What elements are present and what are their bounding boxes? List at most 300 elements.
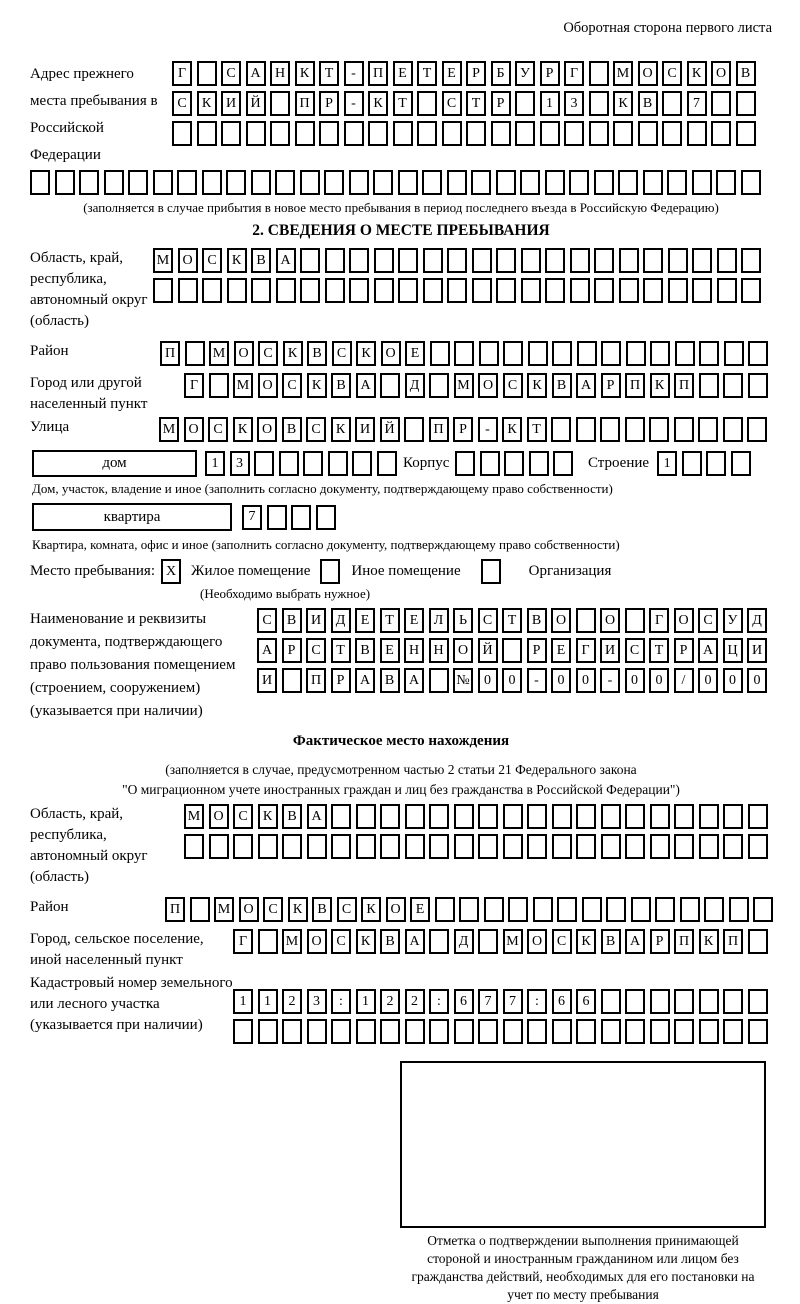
form-cell[interactable] — [662, 121, 682, 146]
form-cell[interactable]: К — [197, 91, 217, 116]
form-cell[interactable] — [508, 897, 528, 922]
form-cell[interactable] — [741, 278, 761, 303]
form-cell[interactable] — [251, 278, 271, 303]
form-cell[interactable] — [687, 121, 707, 146]
form-cell[interactable]: Р — [453, 417, 473, 442]
form-cell[interactable]: 2 — [282, 989, 302, 1014]
form-cell[interactable] — [282, 1019, 302, 1044]
form-cell[interactable] — [638, 121, 658, 146]
form-cell[interactable]: Й — [478, 638, 498, 663]
form-cell[interactable] — [435, 897, 455, 922]
form-cell[interactable]: С — [306, 638, 326, 663]
form-cell[interactable] — [275, 170, 295, 195]
form-cell[interactable]: К — [613, 91, 633, 116]
form-cell[interactable]: П — [306, 668, 326, 693]
form-cell[interactable] — [606, 897, 626, 922]
form-cell[interactable] — [233, 834, 253, 859]
form-cell[interactable]: О — [209, 804, 229, 829]
form-cell[interactable] — [552, 341, 572, 366]
form-cell[interactable]: Г — [576, 638, 596, 663]
form-cell[interactable] — [625, 417, 645, 442]
form-cell[interactable]: Н — [270, 61, 290, 86]
form-cell[interactable]: Е — [410, 897, 430, 922]
form-cell[interactable] — [674, 989, 694, 1014]
form-cell[interactable] — [528, 341, 548, 366]
form-cell[interactable]: П — [160, 341, 180, 366]
form-cell[interactable] — [373, 170, 393, 195]
form-cell[interactable] — [748, 341, 768, 366]
form-cell[interactable]: С — [503, 373, 523, 398]
form-cell[interactable] — [190, 897, 210, 922]
form-cell[interactable] — [527, 1019, 547, 1044]
form-cell[interactable] — [344, 121, 364, 146]
form-cell[interactable]: П — [674, 929, 694, 954]
form-cell[interactable] — [291, 505, 311, 530]
form-cell[interactable] — [496, 170, 516, 195]
form-cell[interactable] — [576, 417, 596, 442]
form-cell[interactable] — [496, 248, 516, 273]
form-cell[interactable] — [527, 804, 547, 829]
form-cell[interactable]: О — [674, 608, 694, 633]
form-cell[interactable] — [429, 929, 449, 954]
form-cell[interactable] — [723, 417, 743, 442]
form-cell[interactable]: 0 — [747, 668, 767, 693]
form-cell[interactable] — [316, 505, 336, 530]
form-cell[interactable]: К — [233, 417, 253, 442]
form-cell[interactable] — [625, 989, 645, 1014]
form-cell[interactable]: А — [246, 61, 266, 86]
form-cell[interactable]: К — [502, 417, 522, 442]
form-cell[interactable]: Т — [502, 608, 522, 633]
form-cell[interactable] — [429, 668, 449, 693]
form-cell[interactable]: М — [503, 929, 523, 954]
form-cell[interactable] — [398, 278, 418, 303]
form-cell[interactable]: 1 — [258, 989, 278, 1014]
form-cell[interactable]: Р — [674, 638, 694, 663]
form-cell[interactable]: 6 — [552, 989, 572, 1014]
form-cell[interactable] — [300, 278, 320, 303]
form-cell[interactable]: В — [331, 373, 351, 398]
form-cell[interactable]: О — [307, 929, 327, 954]
form-cell[interactable]: Н — [429, 638, 449, 663]
form-cell[interactable] — [699, 804, 719, 829]
form-cell[interactable]: - — [478, 417, 498, 442]
form-cell[interactable]: Т — [417, 61, 437, 86]
form-cell[interactable]: Т — [393, 91, 413, 116]
form-cell[interactable]: Е — [393, 61, 413, 86]
form-cell[interactable] — [601, 804, 621, 829]
form-cell[interactable]: П — [429, 417, 449, 442]
form-cell[interactable]: М — [214, 897, 234, 922]
form-cell[interactable] — [258, 1019, 278, 1044]
form-cell[interactable] — [706, 451, 726, 476]
form-cell[interactable]: В — [638, 91, 658, 116]
form-cell[interactable]: А — [307, 804, 327, 829]
form-cell[interactable]: Р — [319, 91, 339, 116]
form-cell[interactable]: У — [515, 61, 535, 86]
form-cell[interactable]: 7 — [478, 989, 498, 1014]
form-cell[interactable] — [682, 451, 702, 476]
form-cell[interactable] — [699, 341, 719, 366]
form-cell[interactable]: / — [674, 668, 694, 693]
form-cell[interactable] — [529, 451, 549, 476]
form-cell[interactable] — [503, 341, 523, 366]
form-cell[interactable] — [711, 121, 731, 146]
form-cell[interactable]: А — [405, 929, 425, 954]
form-cell[interactable]: А — [356, 373, 376, 398]
form-cell[interactable]: П — [295, 91, 315, 116]
form-cell[interactable] — [601, 834, 621, 859]
form-cell[interactable]: Е — [405, 341, 425, 366]
form-cell[interactable]: В — [527, 608, 547, 633]
form-cell[interactable] — [368, 121, 388, 146]
checkbox-other-premises[interactable] — [320, 559, 340, 584]
form-cell[interactable] — [491, 121, 511, 146]
form-cell[interactable]: И — [600, 638, 620, 663]
form-cell[interactable] — [723, 989, 743, 1014]
form-cell[interactable] — [552, 1019, 572, 1044]
form-cell[interactable] — [496, 278, 516, 303]
form-cell[interactable] — [589, 61, 609, 86]
form-cell[interactable] — [552, 834, 572, 859]
form-cell[interactable] — [748, 834, 768, 859]
form-cell[interactable]: Р — [331, 668, 351, 693]
form-cell[interactable] — [674, 417, 694, 442]
form-cell[interactable]: Н — [404, 638, 424, 663]
form-cell[interactable] — [184, 834, 204, 859]
form-cell[interactable]: В — [601, 929, 621, 954]
form-cell[interactable] — [545, 170, 565, 195]
form-cell[interactable]: А — [576, 373, 596, 398]
checkbox-organization[interactable] — [481, 559, 501, 584]
form-cell[interactable]: 6 — [576, 989, 596, 1014]
form-cell[interactable] — [300, 248, 320, 273]
form-cell[interactable] — [417, 121, 437, 146]
form-cell[interactable] — [276, 278, 296, 303]
form-cell[interactable]: О — [381, 341, 401, 366]
form-cell[interactable] — [466, 121, 486, 146]
form-cell[interactable] — [454, 1019, 474, 1044]
form-cell[interactable]: 0 — [698, 668, 718, 693]
form-cell[interactable] — [502, 638, 522, 663]
form-cell[interactable] — [564, 121, 584, 146]
form-cell[interactable]: М — [613, 61, 633, 86]
form-cell[interactable] — [601, 341, 621, 366]
checkbox-residential[interactable]: X — [161, 559, 181, 584]
form-cell[interactable]: О — [600, 608, 620, 633]
form-cell[interactable] — [504, 451, 524, 476]
form-cell[interactable] — [209, 834, 229, 859]
form-cell[interactable] — [600, 417, 620, 442]
form-cell[interactable]: О — [239, 897, 259, 922]
form-cell[interactable]: Р — [527, 638, 547, 663]
form-cell[interactable] — [471, 170, 491, 195]
form-cell[interactable]: - — [344, 61, 364, 86]
form-cell[interactable]: В — [380, 929, 400, 954]
form-cell[interactable] — [267, 505, 287, 530]
form-cell[interactable] — [545, 278, 565, 303]
form-cell[interactable]: Л — [429, 608, 449, 633]
form-cell[interactable] — [747, 417, 767, 442]
form-cell[interactable] — [704, 897, 724, 922]
form-cell[interactable]: 1 — [540, 91, 560, 116]
form-cell[interactable]: Б — [491, 61, 511, 86]
form-cell[interactable] — [209, 373, 229, 398]
form-cell[interactable] — [30, 170, 50, 195]
form-cell[interactable]: 0 — [723, 668, 743, 693]
form-cell[interactable] — [55, 170, 75, 195]
form-cell[interactable]: С — [662, 61, 682, 86]
form-cell[interactable] — [576, 608, 596, 633]
form-cell[interactable]: Д — [331, 608, 351, 633]
form-cell[interactable] — [303, 451, 323, 476]
form-cell[interactable] — [254, 451, 274, 476]
form-cell[interactable] — [731, 451, 751, 476]
form-cell[interactable] — [668, 248, 688, 273]
form-cell[interactable]: В — [552, 373, 572, 398]
form-cell[interactable]: Г — [172, 61, 192, 86]
form-cell[interactable]: В — [312, 897, 332, 922]
form-cell[interactable] — [380, 1019, 400, 1044]
form-cell[interactable] — [748, 373, 768, 398]
form-cell[interactable]: Г — [564, 61, 584, 86]
form-cell[interactable]: Р — [466, 61, 486, 86]
form-cell[interactable]: А — [698, 638, 718, 663]
form-cell[interactable] — [227, 278, 247, 303]
form-cell[interactable] — [423, 248, 443, 273]
form-cell[interactable] — [594, 278, 614, 303]
form-cell[interactable]: Р — [491, 91, 511, 116]
form-cell[interactable]: С — [233, 804, 253, 829]
form-cell[interactable] — [503, 804, 523, 829]
form-cell[interactable]: С — [331, 929, 351, 954]
form-cell[interactable] — [650, 834, 670, 859]
form-cell[interactable]: С — [478, 608, 498, 633]
form-cell[interactable] — [520, 170, 540, 195]
form-cell[interactable]: К — [699, 929, 719, 954]
form-cell[interactable] — [625, 804, 645, 829]
form-cell[interactable]: Д — [747, 608, 767, 633]
form-cell[interactable] — [331, 834, 351, 859]
form-cell[interactable] — [540, 121, 560, 146]
form-cell[interactable] — [319, 121, 339, 146]
form-cell[interactable] — [716, 170, 736, 195]
form-cell[interactable] — [429, 373, 449, 398]
form-cell[interactable] — [282, 834, 302, 859]
form-cell[interactable] — [405, 804, 425, 829]
form-cell[interactable] — [589, 91, 609, 116]
form-cell[interactable]: - — [600, 668, 620, 693]
form-cell[interactable] — [405, 834, 425, 859]
form-cell[interactable]: - — [344, 91, 364, 116]
form-cell[interactable] — [674, 1019, 694, 1044]
form-cell[interactable] — [655, 897, 675, 922]
form-cell[interactable]: Т — [466, 91, 486, 116]
form-cell[interactable]: Й — [246, 91, 266, 116]
form-cell[interactable]: 0 — [551, 668, 571, 693]
form-cell[interactable] — [430, 341, 450, 366]
form-cell[interactable] — [699, 1019, 719, 1044]
form-cell[interactable] — [649, 417, 669, 442]
form-cell[interactable]: : — [429, 989, 449, 1014]
form-cell[interactable] — [480, 451, 500, 476]
form-cell[interactable] — [521, 278, 541, 303]
form-cell[interactable]: М — [209, 341, 229, 366]
form-cell[interactable] — [454, 834, 474, 859]
form-cell[interactable] — [429, 1019, 449, 1044]
form-cell[interactable]: М — [233, 373, 253, 398]
form-cell[interactable]: О — [234, 341, 254, 366]
form-cell[interactable]: К — [368, 91, 388, 116]
form-cell[interactable] — [753, 897, 773, 922]
form-cell[interactable] — [393, 121, 413, 146]
form-cell[interactable]: К — [288, 897, 308, 922]
form-cell[interactable] — [177, 170, 197, 195]
form-cell[interactable] — [307, 1019, 327, 1044]
form-cell[interactable] — [454, 341, 474, 366]
form-cell[interactable] — [748, 929, 768, 954]
form-cell[interactable]: И — [306, 608, 326, 633]
form-cell[interactable] — [503, 1019, 523, 1044]
form-cell[interactable]: С — [263, 897, 283, 922]
form-cell[interactable] — [692, 248, 712, 273]
form-cell[interactable] — [356, 1019, 376, 1044]
form-cell[interactable] — [601, 989, 621, 1014]
form-cell[interactable] — [197, 121, 217, 146]
form-cell[interactable] — [729, 897, 749, 922]
form-cell[interactable] — [724, 341, 744, 366]
form-cell[interactable] — [324, 170, 344, 195]
form-cell[interactable]: Р — [540, 61, 560, 86]
form-cell[interactable]: Т — [380, 608, 400, 633]
form-cell[interactable] — [104, 170, 124, 195]
form-cell[interactable] — [521, 248, 541, 273]
form-cell[interactable] — [325, 248, 345, 273]
form-cell[interactable]: В — [282, 804, 302, 829]
form-cell[interactable]: 0 — [502, 668, 522, 693]
form-cell[interactable]: К — [356, 341, 376, 366]
form-cell[interactable]: 2 — [380, 989, 400, 1014]
form-cell[interactable]: О — [551, 608, 571, 633]
form-cell[interactable]: П — [165, 897, 185, 922]
form-cell[interactable]: О — [638, 61, 658, 86]
form-cell[interactable] — [279, 451, 299, 476]
form-cell[interactable]: В — [251, 248, 271, 273]
form-cell[interactable]: О — [184, 417, 204, 442]
form-cell[interactable] — [478, 929, 498, 954]
form-cell[interactable] — [325, 278, 345, 303]
form-cell[interactable]: 0 — [649, 668, 669, 693]
form-cell[interactable] — [674, 804, 694, 829]
form-cell[interactable]: А — [257, 638, 277, 663]
form-cell[interactable] — [377, 451, 397, 476]
form-cell[interactable] — [643, 278, 663, 303]
form-cell[interactable]: Д — [405, 373, 425, 398]
form-cell[interactable] — [455, 451, 475, 476]
form-cell[interactable]: И — [221, 91, 241, 116]
form-cell[interactable]: В — [307, 341, 327, 366]
form-cell[interactable]: : — [527, 989, 547, 1014]
form-cell[interactable] — [589, 121, 609, 146]
form-cell[interactable] — [570, 248, 590, 273]
form-cell[interactable]: О — [258, 373, 278, 398]
form-cell[interactable]: К — [527, 373, 547, 398]
form-cell[interactable]: А — [355, 668, 375, 693]
form-cell[interactable]: М — [282, 929, 302, 954]
form-cell[interactable] — [680, 897, 700, 922]
form-cell[interactable] — [723, 804, 743, 829]
form-cell[interactable] — [717, 278, 737, 303]
form-cell[interactable]: Ь — [453, 608, 473, 633]
form-cell[interactable] — [172, 121, 192, 146]
form-cell[interactable]: К — [295, 61, 315, 86]
form-cell[interactable]: А — [276, 248, 296, 273]
form-cell[interactable] — [380, 373, 400, 398]
form-cell[interactable] — [613, 121, 633, 146]
form-cell[interactable] — [668, 278, 688, 303]
form-cell[interactable]: П — [368, 61, 388, 86]
form-cell[interactable] — [307, 834, 327, 859]
form-cell[interactable] — [748, 989, 768, 1014]
form-cell[interactable] — [478, 1019, 498, 1044]
form-cell[interactable] — [619, 278, 639, 303]
form-cell[interactable]: Т — [527, 417, 547, 442]
form-cell[interactable]: О — [386, 897, 406, 922]
form-cell[interactable] — [717, 248, 737, 273]
form-cell[interactable] — [331, 1019, 351, 1044]
form-cell[interactable] — [601, 1019, 621, 1044]
form-cell[interactable]: И — [257, 668, 277, 693]
form-cell[interactable]: № — [453, 668, 473, 693]
form-cell[interactable]: 1 — [657, 451, 677, 476]
form-cell[interactable] — [625, 834, 645, 859]
form-cell[interactable] — [356, 834, 376, 859]
form-cell[interactable]: С — [442, 91, 462, 116]
form-cell[interactable] — [356, 804, 376, 829]
form-cell[interactable] — [185, 341, 205, 366]
form-cell[interactable] — [515, 91, 535, 116]
form-cell[interactable] — [352, 451, 372, 476]
form-cell[interactable] — [478, 804, 498, 829]
form-cell[interactable]: 6 — [454, 989, 474, 1014]
form-cell[interactable] — [699, 373, 719, 398]
form-cell[interactable] — [699, 989, 719, 1014]
form-cell[interactable] — [625, 608, 645, 633]
form-cell[interactable] — [545, 248, 565, 273]
form-cell[interactable]: 2 — [405, 989, 425, 1014]
form-cell[interactable]: 1 — [205, 451, 225, 476]
form-cell[interactable]: С — [625, 638, 645, 663]
form-cell[interactable] — [515, 121, 535, 146]
form-cell[interactable]: 0 — [478, 668, 498, 693]
form-cell[interactable]: К — [258, 804, 278, 829]
form-cell[interactable] — [741, 170, 761, 195]
form-cell[interactable]: 3 — [564, 91, 584, 116]
form-cell[interactable] — [295, 121, 315, 146]
form-cell[interactable] — [398, 170, 418, 195]
form-cell[interactable] — [626, 341, 646, 366]
form-cell[interactable]: П — [723, 929, 743, 954]
form-cell[interactable] — [582, 897, 602, 922]
form-cell[interactable] — [258, 929, 278, 954]
form-cell[interactable] — [692, 170, 712, 195]
form-cell[interactable] — [270, 91, 290, 116]
form-cell[interactable]: Е — [355, 608, 375, 633]
form-cell[interactable] — [723, 834, 743, 859]
form-cell[interactable]: 7 — [242, 505, 262, 530]
form-cell[interactable]: Е — [404, 608, 424, 633]
form-cell[interactable] — [553, 451, 573, 476]
